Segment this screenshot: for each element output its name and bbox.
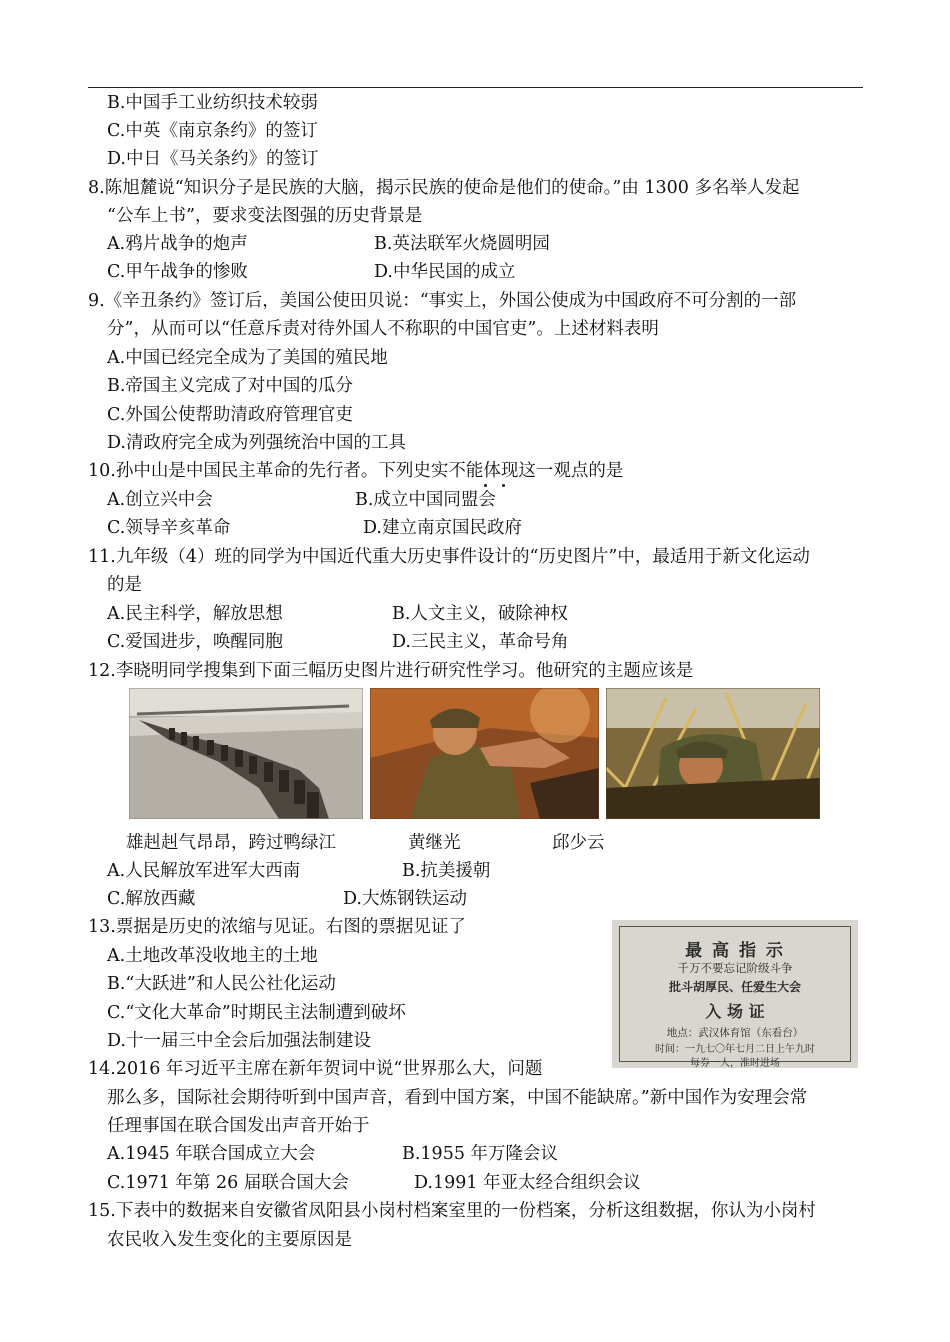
q11-option-b: B.人文主义，破除神权: [392, 604, 568, 624]
q14-option-b: B.1955 年万隆会议: [402, 1144, 559, 1164]
ticket-slogan: 千万不要忘记阶级斗争: [677, 961, 793, 975]
emphasis-dot: [484, 484, 487, 487]
photo-qiu-shaoyun: [606, 688, 820, 819]
q13-option-c: C.“文化大革命”时期民主法制遭到破坏: [107, 1003, 406, 1023]
q9-stem-line2: 分”，从而可以“任意斥责对待外国人不称职的中国官吏”。上述材料表明: [107, 319, 659, 339]
q15-stem-line2: 农民收入发生变化的主要原因是: [107, 1230, 352, 1250]
ticket-time: 时间：一九七〇年七月二日上午九时: [655, 1044, 815, 1055]
q14-option-d: D.1991 年亚太经合组织会议: [414, 1173, 641, 1193]
photo-huang-jiguang: [370, 688, 599, 819]
ticket-title: 最 高 指 示: [685, 941, 785, 961]
q12-option-b: B.抗美援朝: [402, 861, 491, 881]
q9-stem-line1: 9.《辛丑条约》签订后，美国公使田贝说：“事实上，外国公使成为中国政府不可分割的一部: [88, 291, 797, 311]
header-rule: [88, 87, 863, 88]
q9-option-a: A.中国已经完全成为了美国的殖民地: [107, 348, 388, 368]
q10-option-b: B.成立中国同盟会: [355, 490, 496, 510]
q12-option-d: D.大炼钢铁运动: [343, 889, 467, 909]
admission-ticket-image: [612, 920, 858, 1068]
q9-option-c: C.外国公使帮助清政府管理官吏: [107, 405, 353, 425]
q10-option-a: A.创立兴中会: [107, 490, 213, 510]
q11-stem-line1: 11.九年级（4）班的同学为中国近代重大历史事件设计的“历史图片”中，最适用于新文化运动: [88, 547, 810, 567]
q11-option-a: A.民主科学，解放思想: [107, 604, 283, 624]
q8-option-a: A.鸦片战争的炮声: [107, 234, 248, 254]
caption-qiu-shaoyun: 邱少云: [552, 833, 605, 853]
ticket-admission: 入 场 证: [705, 1002, 765, 1021]
q11-option-c: C.爱国进步，唤醒同胞: [107, 632, 283, 652]
ticket-note: 每券一人，准时进场: [690, 1058, 780, 1069]
q7-option-b: B.中国手工业纺织技术较弱: [107, 93, 318, 113]
q11-option-d: D.三民主义，革命号角: [392, 632, 569, 652]
q7-option-d: D.中日《马关条约》的签订: [107, 149, 319, 169]
q13-option-a: A.土地改革没收地主的土地: [107, 946, 318, 966]
q9-option-d: D.清政府完全成为列强统治中国的工具: [107, 433, 406, 453]
caption-yalu: 雄赳赳气昂昂，跨过鸭绿江: [126, 833, 336, 853]
q8-stem-line2: “公车上书”，要求变法图强的历史背景是: [107, 206, 423, 226]
q8-stem-line1: 8.陈旭麓说“知识分子是民族的大脑，揭示民族的使命是他们的使命。”由 1300 多名举人发起: [88, 178, 800, 198]
q10-option-d: D.建立南京国民政府: [363, 518, 522, 538]
q8-option-d: D.中华民国的成立: [374, 262, 516, 282]
q14-stem-line3: 任理事国在联合国发出声音开始于: [107, 1116, 370, 1136]
q12-option-c: C.解放西藏: [107, 889, 196, 909]
q14-stem-line2: 那么多，国际社会期待听到中国声音，看到中国方案，中国不能缺席。”新中国作为安理会常: [107, 1088, 808, 1108]
q13-option-b: B.“大跃进”和人民公社化运动: [107, 974, 336, 994]
photo-yalu-crossing: [129, 688, 363, 819]
q11-stem-line2: 的是: [107, 575, 142, 595]
q14-stem-line1: 14.2016 年习近平主席在新年贺词中说“世界那么大，问题: [88, 1059, 543, 1079]
q7-option-c: C.中英《南京条约》的签订: [107, 121, 318, 141]
q9-option-b: B.帝国主义完成了对中国的瓜分: [107, 376, 353, 396]
q14-option-a: A.1945 年联合国成立大会: [107, 1144, 316, 1164]
q10-stem: 10.孙中山是中国民主革命的先行者。下列史实不能体现这一观点的是: [88, 461, 624, 481]
emphasis-dot: [502, 484, 505, 487]
ticket-event: 批斗胡厚民、任爱生大会: [668, 980, 801, 994]
q8-option-b: B.英法联军火烧圆明园: [374, 234, 550, 254]
caption-huang-jiguang: 黄继光: [408, 833, 461, 853]
q10-option-c: C.领导辛亥革命: [107, 518, 231, 538]
q13-option-d: D.十一届三中全会后加强法制建设: [107, 1031, 371, 1051]
q15-stem-line1: 15.下表中的数据来自安徽省凤阳县小岗村档案室里的一份档案，分析这组数据，你认为小岗村: [88, 1201, 816, 1221]
q12-stem: 12.李晓明同学搜集到下面三幅历史图片进行研究性学习。他研究的主题应该是: [88, 661, 694, 681]
q13-stem: 13.票据是历史的浓缩与见证。右图的票据见证了: [88, 917, 466, 937]
q14-option-c: C.1971 年第 26 届联合国大会: [107, 1173, 349, 1193]
ticket-venue: 地点：武汉体育馆（东看台）: [666, 1027, 804, 1039]
q12-option-a: A.人民解放军进军大西南: [107, 861, 301, 881]
q8-option-c: C.甲午战争的惨败: [107, 262, 248, 282]
